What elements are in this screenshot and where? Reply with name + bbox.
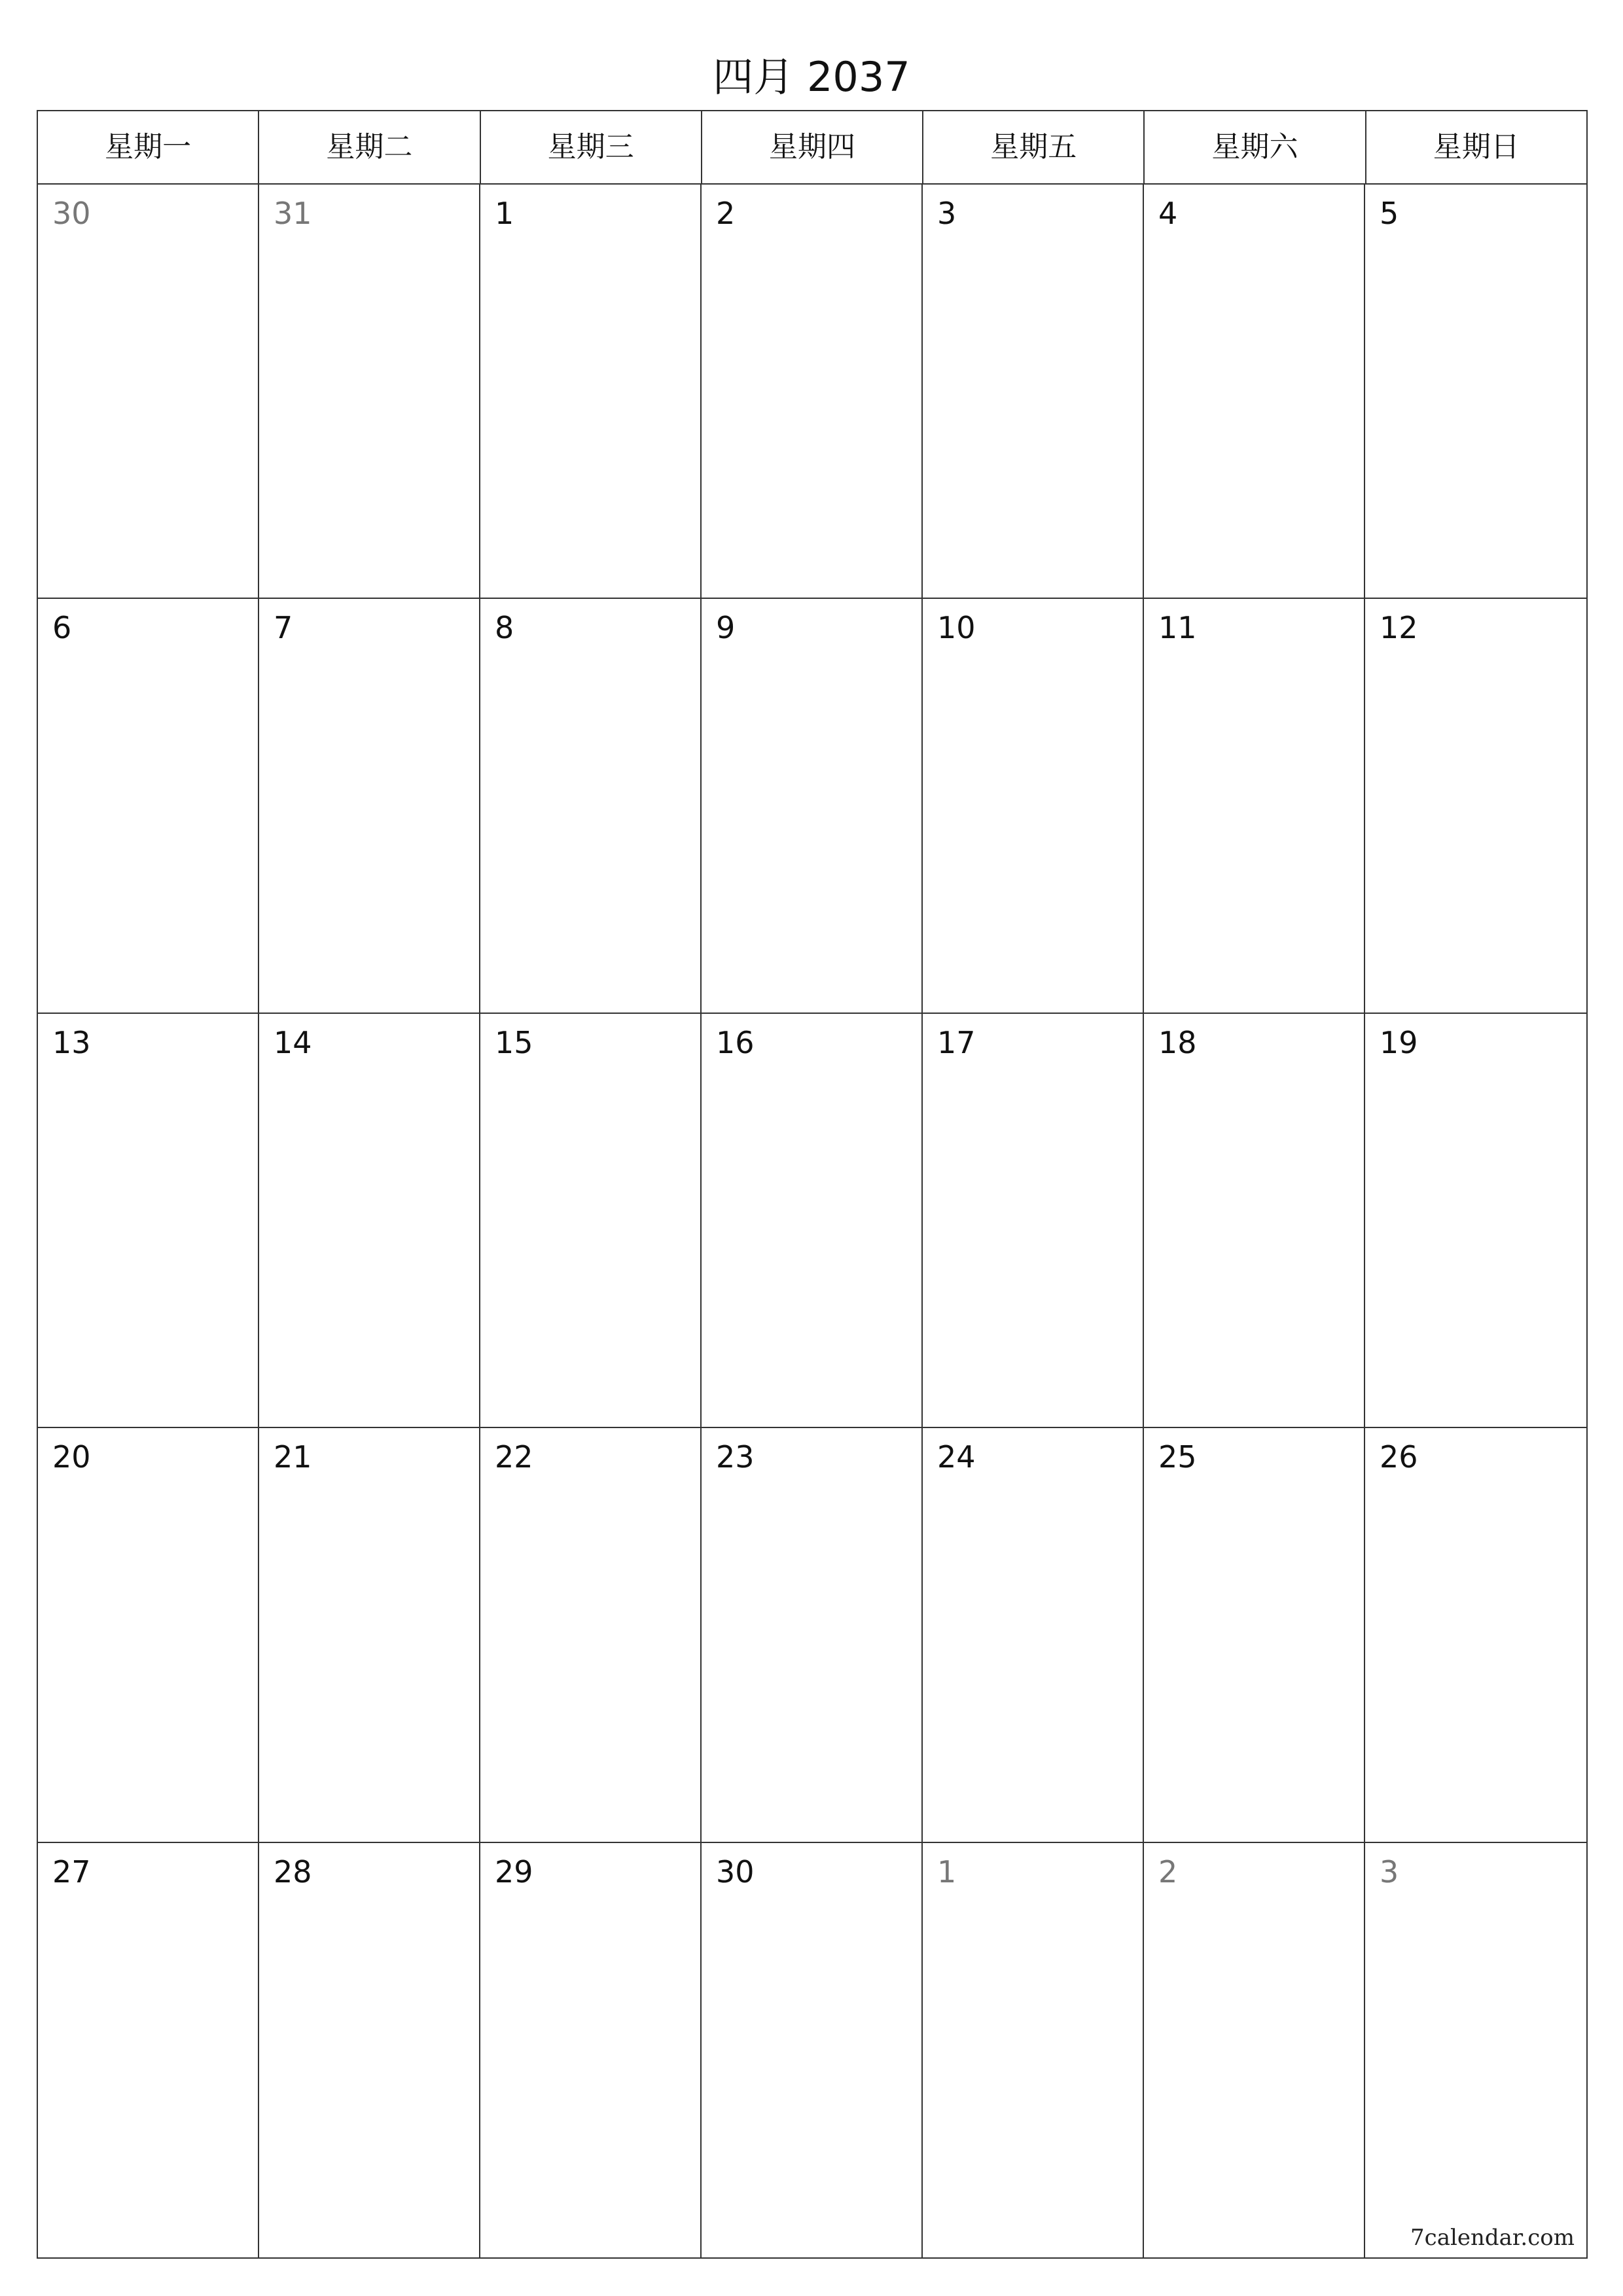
day-number: 30	[52, 196, 91, 231]
day-number: 4	[1158, 196, 1178, 231]
day-cell	[480, 185, 702, 599]
weekday-header-row	[38, 111, 1586, 185]
day-cell	[1365, 185, 1586, 599]
day-cell	[923, 599, 1144, 1013]
weekday-header-thu: 星期四	[702, 111, 923, 183]
day-number: 11	[1158, 610, 1197, 646]
day-cell	[259, 185, 480, 599]
day-cell	[1144, 185, 1365, 599]
day-number: 26	[1380, 1439, 1418, 1475]
day-cell	[480, 1428, 702, 1842]
day-cell	[1144, 1843, 1365, 2257]
weekday-header-sun: 星期日	[1433, 130, 1520, 164]
weekday-header-mon: 星期一	[38, 111, 259, 183]
day-cell	[702, 1843, 923, 2257]
day-number: 28	[274, 1854, 312, 1890]
day-cell	[480, 1843, 702, 2257]
weekday-header-wed: 星期三	[481, 111, 702, 183]
day-number: 22	[495, 1439, 533, 1475]
day-cell	[480, 599, 702, 1013]
day-cell	[38, 1843, 259, 2257]
day-number: 15	[495, 1024, 533, 1060]
day-cell	[923, 1014, 1144, 1428]
day-cell	[702, 1014, 923, 1428]
day-number: 3	[1380, 1854, 1399, 1890]
day-number: 21	[274, 1439, 312, 1475]
day-cell	[702, 1428, 923, 1842]
day-cell	[259, 599, 480, 1013]
day-number: 19	[1380, 1024, 1418, 1060]
day-cell	[38, 1014, 259, 1428]
day-number: 7	[274, 610, 293, 646]
weekday-header-fri: 星期五	[923, 111, 1145, 183]
day-cell	[702, 185, 923, 599]
day-cell	[1365, 1843, 1586, 2257]
day-number: 3	[937, 196, 957, 231]
day-number: 18	[1158, 1024, 1197, 1060]
page-title: 四月 2037	[713, 53, 910, 101]
day-number: 16	[716, 1024, 755, 1060]
day-number: 8	[495, 610, 514, 646]
day-number: 6	[52, 610, 72, 646]
day-number: 17	[937, 1024, 976, 1060]
day-cell	[702, 599, 923, 1013]
day-number: 5	[1380, 196, 1399, 231]
day-number: 24	[937, 1439, 976, 1475]
day-cell	[38, 1428, 259, 1842]
day-number: 12	[1380, 610, 1418, 646]
day-number: 14	[274, 1024, 312, 1060]
day-cell	[923, 185, 1144, 599]
calendar-grid	[37, 110, 1588, 2259]
day-cell	[480, 1014, 702, 1428]
weekday-header-sat: 星期六	[1145, 111, 1366, 183]
day-cell	[259, 1014, 480, 1428]
day-number: 27	[52, 1854, 91, 1890]
day-number: 30	[716, 1854, 755, 1890]
day-cell	[923, 1843, 1144, 2257]
day-number: 1	[495, 196, 514, 231]
day-cell	[259, 1843, 480, 2257]
day-cell	[1365, 599, 1586, 1013]
day-number: 2	[1158, 1854, 1178, 1890]
day-number: 29	[495, 1854, 533, 1890]
day-cell	[923, 1428, 1144, 1842]
day-cell	[259, 1428, 480, 1842]
day-number: 1	[937, 1854, 957, 1890]
day-number: 13	[52, 1024, 91, 1060]
weekday-header-tue: 星期二	[259, 111, 480, 183]
day-number: 2	[716, 196, 736, 231]
day-cell	[1365, 1428, 1586, 1842]
watermark: 7calendar.com	[1410, 2225, 1575, 2251]
day-cell	[1144, 1014, 1365, 1428]
day-cell	[38, 185, 259, 599]
day-number: 10	[937, 610, 976, 646]
day-grid	[38, 185, 1586, 2257]
day-cell	[38, 599, 259, 1013]
day-number: 31	[274, 196, 312, 231]
day-number: 23	[716, 1439, 755, 1475]
day-number: 20	[52, 1439, 91, 1475]
day-number: 25	[1158, 1439, 1197, 1475]
day-cell	[1144, 1428, 1365, 1842]
day-cell	[1365, 1014, 1586, 1428]
day-number: 9	[716, 610, 736, 646]
day-cell	[1144, 599, 1365, 1013]
